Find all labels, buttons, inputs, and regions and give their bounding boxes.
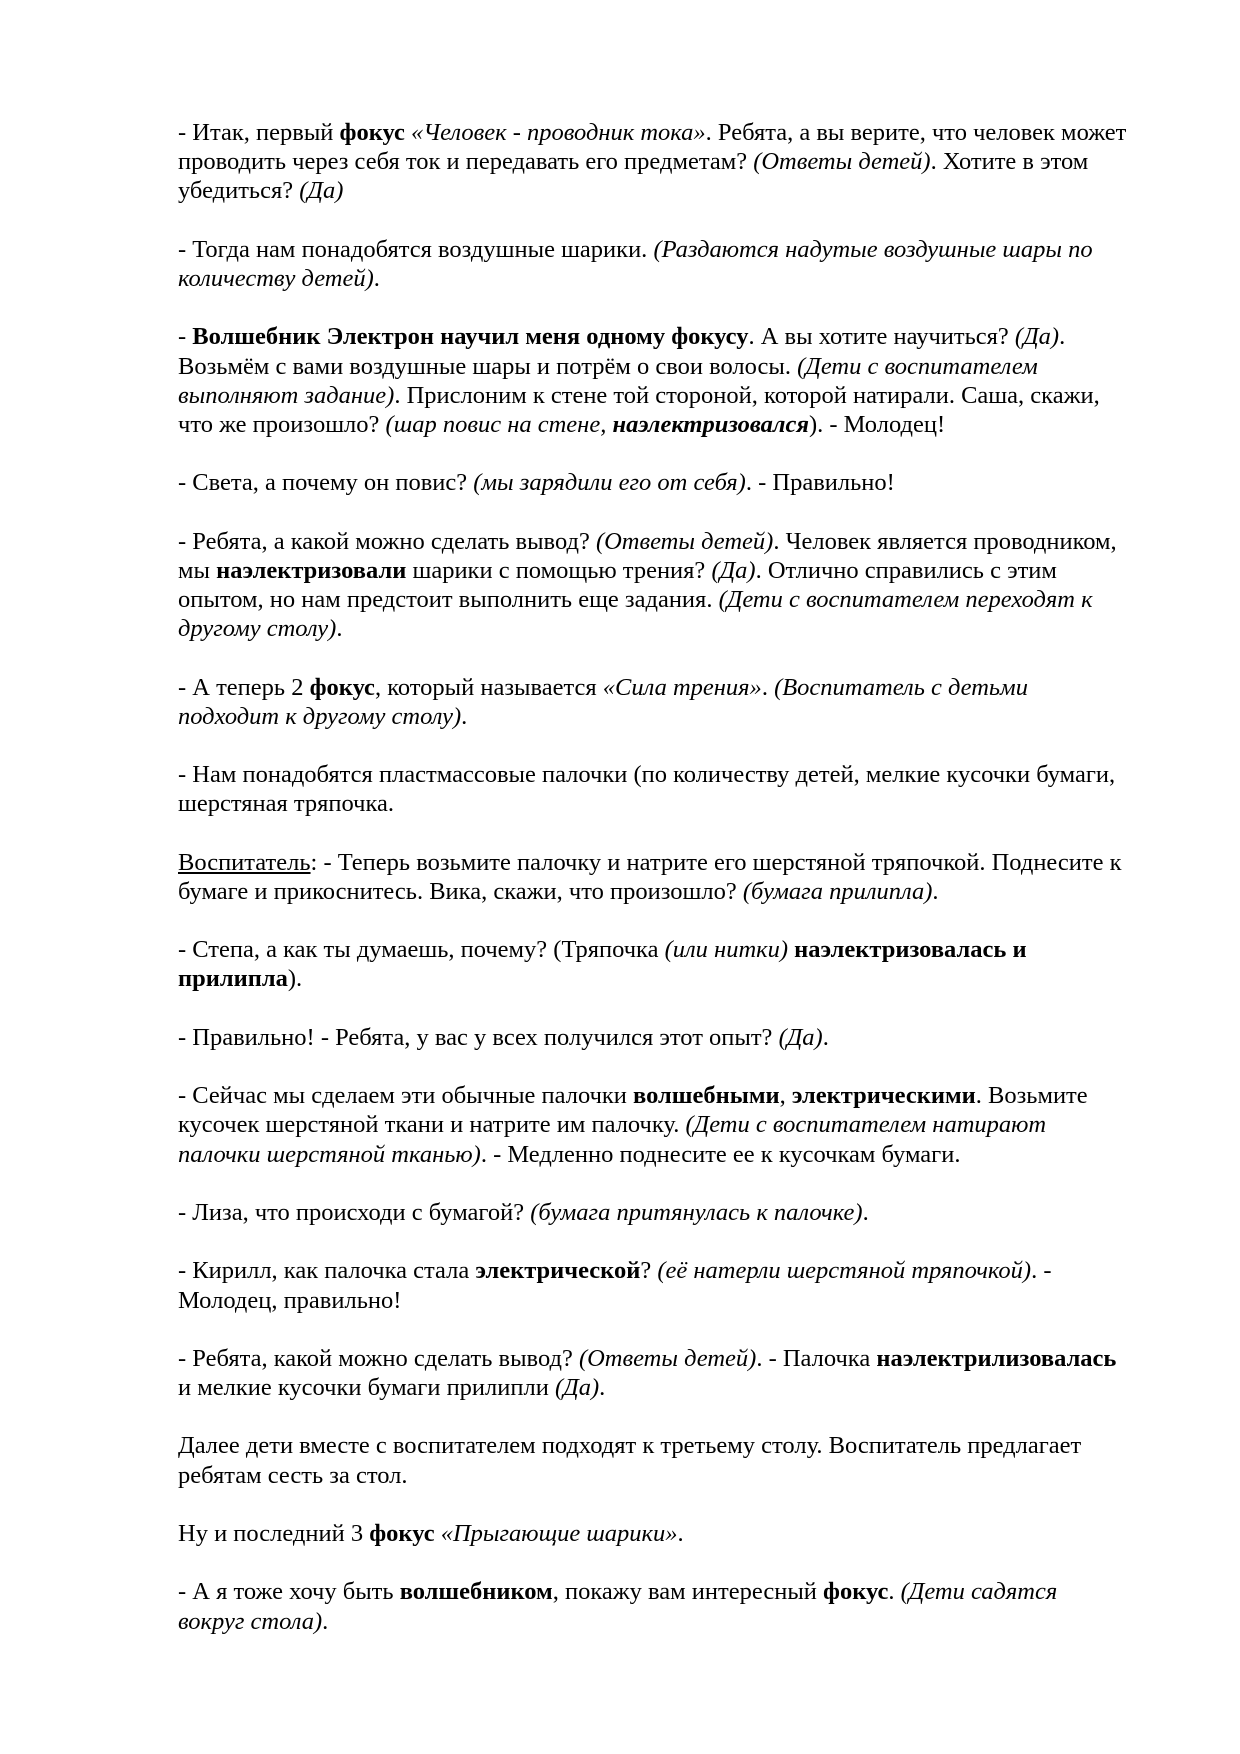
text-run: ). (287, 965, 303, 993)
bold-text: фокус (339, 119, 405, 146)
text-run: - Тогда нам понадобятся воздушные шарики. (178, 235, 654, 263)
text-run: . (761, 673, 775, 701)
text-run: . Возьмите (975, 1082, 1088, 1110)
text-run: . Отлично справились с этим (755, 556, 1057, 584)
text-run: Возьмём с вами воздушные шары и потрём о свои волосы. (178, 352, 798, 380)
text-run: - Правильно! - Ребята, у вас у всех получился этот опыт? (178, 1023, 779, 1051)
italic-text: выполняют задание) (178, 381, 395, 409)
text-run: Молодец, правильно! (178, 1286, 402, 1314)
text-line (178, 410, 1178, 439)
paragraph (178, 1344, 1178, 1402)
italic-text: (или нитки) (664, 936, 789, 964)
text-run: . - (1031, 1257, 1052, 1285)
text-run: шарики с помощью трения? (406, 556, 712, 584)
text-line (178, 585, 1178, 614)
text-run: шерстяная тряпочка. (178, 790, 395, 818)
text-line (178, 1344, 1178, 1373)
italic-text: (Ответы детей) (578, 1344, 757, 1372)
bold-text: наэлектрилизовалась (876, 1344, 1117, 1372)
paragraph (178, 235, 1178, 293)
text-line (178, 1110, 1178, 1139)
text-run: . (822, 1023, 829, 1051)
italic-text: (Да) (711, 556, 756, 584)
italic-text: «Прыгающие шарики» (440, 1520, 678, 1547)
text-run: . Ребята, а вы верите, что человек может (705, 119, 1127, 146)
paragraph (178, 1577, 1178, 1635)
paragraph (178, 1023, 1178, 1052)
text-run: . (336, 615, 343, 643)
paragraph (178, 935, 1178, 993)
bold-text: волшебными (633, 1082, 780, 1110)
paragraph (178, 1198, 1178, 1227)
text-line (178, 1607, 1178, 1636)
text-run: : - Теперь возьмите палочку и натрите его шерстяной тряпочкой. Поднесите к (310, 848, 1122, 876)
italic-text: (бумага притянулась к палочке) (530, 1198, 863, 1226)
text-run: . А вы хотите научиться? (748, 323, 1015, 351)
italic-text: (Да) (778, 1023, 823, 1051)
text-line (178, 1140, 1178, 1169)
paragraph (178, 1431, 1178, 1489)
text-run: . - Медленно поднесите ее к кусочкам бумаги. (480, 1140, 961, 1168)
text-run: . (461, 702, 468, 730)
text-line (178, 176, 1178, 205)
text-run: - Степа, а как ты думаешь, почему? (Тряпочка (178, 936, 665, 964)
italic-text: «Человек - проводник тока» (410, 119, 706, 146)
text-run: Далее дети вместе с воспитателем подходят к третьему столу. Воспитатель предлагает (178, 1432, 1082, 1460)
italic-text: палочки шерстяной тканью) (178, 1140, 481, 1168)
paragraph (178, 322, 1178, 439)
text-run: мы (178, 556, 217, 584)
text-line (178, 789, 1178, 818)
bold-text: наэлектризовали (216, 556, 407, 584)
paragraph (178, 468, 1178, 497)
paragraph (178, 673, 1178, 731)
text-line (178, 1577, 1178, 1606)
text-run: . (932, 877, 939, 905)
text-run: - А теперь 2 (178, 673, 310, 701)
bold-text: волшебником (399, 1578, 553, 1606)
text-run: . Человек является проводником, (773, 527, 1117, 555)
text-run: и мелкие кусочки бумаги прилипли (178, 1374, 555, 1402)
text-run: . Хотите в этом (930, 148, 1089, 176)
text-line (178, 381, 1178, 410)
text-run: - А я тоже хочу быть (178, 1578, 400, 1606)
bold-text: наэлектризовалась и (794, 936, 1027, 964)
paragraph (178, 760, 1178, 818)
text-line (178, 1373, 1178, 1402)
text-line (178, 935, 1178, 964)
bold-text: прилипла (178, 965, 288, 993)
text-run: - Кирилл, как палочка стала (178, 1257, 476, 1285)
text-line (178, 322, 1178, 351)
paragraph (178, 527, 1178, 644)
paragraph (178, 848, 1178, 906)
text-run: - (178, 323, 193, 351)
text-line (178, 468, 1178, 497)
text-run: Ну и последний 3 (178, 1520, 370, 1547)
text-run: - Лиза, что происходи с бумагой? (178, 1198, 531, 1226)
text-run: . - Правильно! (745, 469, 895, 497)
italic-text: вокруг стола) (178, 1607, 323, 1635)
document-page (178, 118, 1178, 1665)
text-line (178, 1081, 1178, 1110)
bold-text: фокус (309, 673, 375, 701)
text-run: убедиться? (178, 177, 300, 205)
text-run: . (322, 1607, 329, 1635)
italic-text: другому столу) (178, 615, 337, 643)
text-run: кусочек шерстяной ткани и натрите им палочку. (178, 1111, 686, 1139)
text-run: ). - Молодец! (808, 410, 946, 438)
italic-text: (Ответы детей) (753, 148, 931, 176)
text-run: . Прислоним к стене той стороной, которой натирали. Саша, скажи, (394, 381, 1100, 409)
text-run: , покажу вам интересный (552, 1578, 824, 1606)
text-run: . (888, 1578, 901, 1606)
text-line (178, 1519, 1178, 1548)
bold-text: электрическими (791, 1082, 976, 1110)
italic-text: (Да) (1014, 323, 1060, 351)
italic-text: подходит к другому столу) (178, 702, 462, 730)
text-line (178, 702, 1178, 731)
text-run: - Нам понадобятся пластмассовые палочки (по количеству детей, мелкие кусочки бумаги, (178, 761, 1116, 789)
text-run: . (677, 1520, 684, 1547)
text-line (178, 848, 1178, 877)
italic-text: (её натерли шерстяной тряпочкой) (657, 1257, 1032, 1285)
text-run: что же произошло? (178, 410, 386, 438)
text-line (178, 1198, 1178, 1227)
text-line (178, 1431, 1178, 1460)
italic-text: количеству детей) (178, 264, 374, 292)
italic-text: (шар повис на стене, (385, 410, 613, 438)
underlined-text: Воспитатель (178, 848, 311, 876)
text-line (178, 673, 1178, 702)
text-run: опытом, но нам предстоит выполнить еще задания. (178, 586, 719, 613)
text-run: , который называется (374, 673, 603, 701)
bold-text: электрической (475, 1257, 641, 1285)
text-run: бумаге и прикоснитесь. Вика, скажи, что произошло? (178, 877, 743, 905)
italic-text: (Дети с воспитателем переходят к (718, 586, 1093, 613)
text-line (178, 118, 1178, 147)
italic-text: (Раздаются надутые воздушные шары по (653, 235, 1093, 263)
text-run: , (779, 1082, 792, 1110)
text-run: проводить через себя ток и передавать его предметам? (178, 148, 754, 176)
text-run: . (862, 1198, 869, 1226)
text-line (178, 1286, 1178, 1315)
text-line (178, 527, 1178, 556)
bold-text: Волшебник Электрон научил меня одному фокусу (192, 323, 749, 351)
text-run: ? (640, 1257, 658, 1285)
text-run: - Ребята, какой можно сделать вывод? (178, 1344, 579, 1372)
bold-italic-text: наэлектризовался (612, 410, 809, 438)
text-run: - Ребята, а какой можно сделать вывод? (178, 527, 596, 555)
text-line (178, 1256, 1178, 1285)
bold-text: фокус (823, 1578, 889, 1606)
text-line (178, 877, 1178, 906)
text-run: . - Палочка (756, 1344, 877, 1372)
italic-text: «Сила трения» (602, 673, 762, 701)
italic-text: (Ответы детей) (595, 527, 774, 555)
text-line (178, 614, 1178, 643)
text-line (178, 760, 1178, 789)
text-run: - Света, а почему он повис? (178, 469, 474, 497)
bold-text: фокус (369, 1520, 435, 1547)
italic-text: (Да) (554, 1374, 600, 1402)
paragraph (178, 1256, 1178, 1314)
text-line (178, 1023, 1178, 1052)
text-run: ребятам сесть за стол. (178, 1461, 408, 1489)
text-run: . (1059, 323, 1066, 351)
text-line (178, 556, 1178, 585)
italic-text: (Дети с воспитателем натирают (685, 1111, 1047, 1139)
text-line (178, 235, 1178, 264)
paragraph (178, 1519, 1178, 1548)
text-run: . (599, 1374, 606, 1402)
italic-text: (Дети садятся (900, 1578, 1058, 1606)
text-line (178, 964, 1178, 993)
text-line (178, 264, 1178, 293)
text-run: - Сейчас мы сделаем эти обычные палочки (178, 1082, 634, 1110)
text-line (178, 352, 1178, 381)
italic-text: (бумага прилипла) (742, 877, 933, 905)
text-run: - Итак, первый (178, 119, 340, 146)
text-run: . (373, 264, 380, 292)
italic-text: (Да) (299, 177, 344, 205)
text-line (178, 147, 1178, 176)
paragraph (178, 118, 1178, 206)
italic-text: (мы зарядили его от себя) (473, 469, 746, 497)
text-line (178, 1461, 1178, 1490)
italic-text: (Воспитатель с детьми (774, 673, 1028, 701)
paragraph (178, 1081, 1178, 1169)
italic-text: (Дети с воспитателем (797, 352, 1038, 380)
